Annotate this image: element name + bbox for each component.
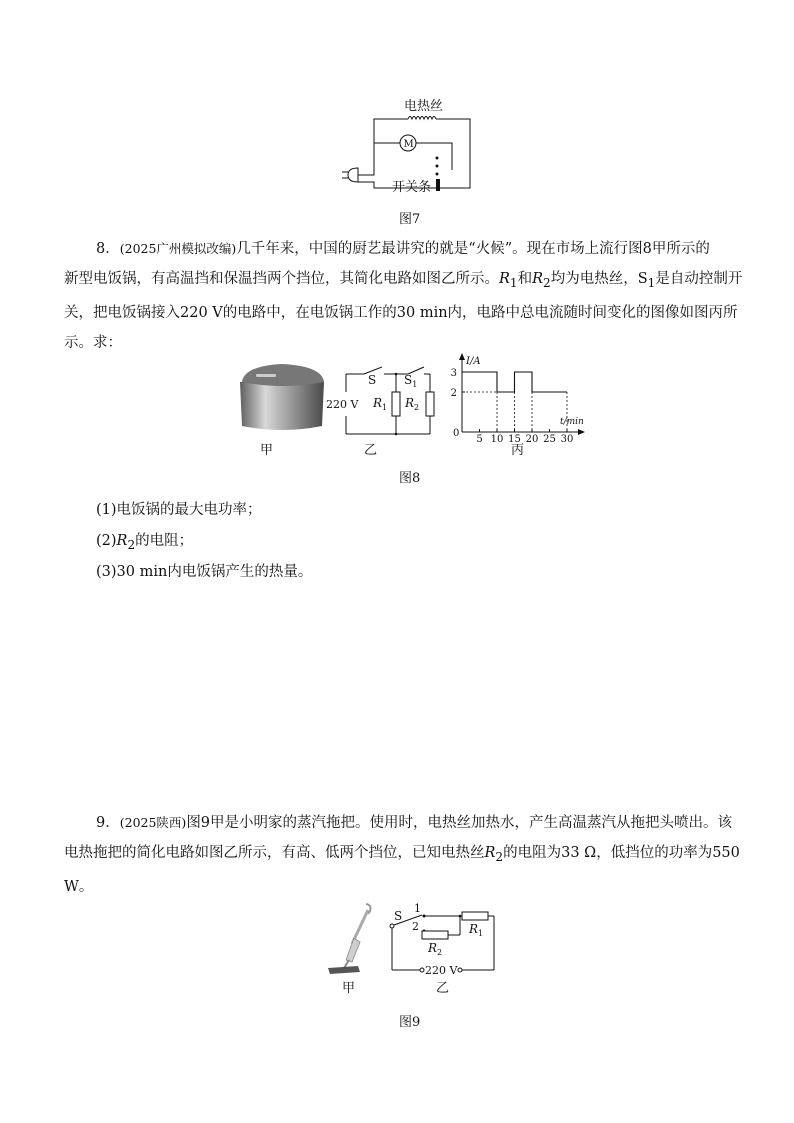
x-axis-label: t/min: [560, 417, 584, 427]
fig9-caption: 图9: [399, 1015, 421, 1030]
var-r2: R: [116, 533, 128, 549]
heater-coil: [408, 117, 436, 120]
r2-label: $R_2$: [428, 941, 443, 957]
switch-s1-label: $S_1$: [404, 373, 418, 389]
y-axis-arrow: [459, 353, 465, 360]
resistor-r1: [392, 392, 400, 416]
q9-source: (2025陕西): [119, 815, 187, 830]
var-r1: R: [499, 271, 510, 287]
x-tick-label: 20: [525, 434, 539, 444]
resistor-r1: [462, 912, 488, 920]
sub: 2: [127, 537, 136, 552]
question-8: [64, 234, 743, 358]
contact-dot: [436, 157, 439, 160]
q8-sub-2: [96, 531, 193, 555]
q9-number: 9．: [96, 815, 120, 831]
contact-dot: [436, 173, 439, 176]
q9-line-2: [64, 838, 740, 872]
q9-text: 电热拖把的简化电路如图乙所示，有高、低两个挡位，已知电热丝: [64, 845, 485, 861]
fig8-label-jia: 甲: [260, 443, 274, 458]
terminal: [420, 968, 424, 972]
r1-label: $R_1$: [469, 922, 484, 938]
var-r2: R: [532, 271, 544, 287]
voltage-label: 220 V: [326, 398, 359, 411]
q9-text: 图9甲是小明家的蒸汽拖把。使用时，电热丝加热水，产生高温蒸汽从拖把头喷出。该: [186, 815, 733, 831]
fig9-label-jia: 甲: [342, 981, 356, 996]
resistor-r2: [422, 931, 448, 939]
fig7-wire-motor-right: [416, 143, 452, 170]
q8-sub-3: (3)30 min内电饭锅产生的热量。: [96, 564, 313, 580]
contact-1-label: 1: [414, 902, 421, 915]
voltage-label: 220 V: [425, 964, 458, 977]
question-9: [64, 808, 740, 902]
fig9-label-yi: 乙: [436, 981, 450, 996]
q8-text: 是自动控制开: [655, 271, 743, 287]
q9-text: 的电阻为33 Ω，低挡位的功率为550: [503, 845, 740, 861]
fig8-label-yi: 乙: [364, 443, 378, 458]
sub: 1: [509, 275, 518, 290]
y-tick-label: 3: [450, 368, 457, 379]
sub: 2: [495, 849, 504, 864]
contact-2-label: 2: [412, 920, 419, 933]
r1-label: $R_1$: [373, 396, 388, 412]
q9-line-3: W。: [64, 878, 94, 895]
resistor-r2: [426, 392, 434, 416]
q8-text: 的电阻；: [135, 533, 194, 549]
motor-label: M: [403, 139, 414, 150]
var-s1: S: [637, 271, 648, 287]
q8-line-1: [96, 234, 736, 264]
x-tick-label: 25: [543, 434, 556, 444]
current-series-line: [462, 372, 567, 392]
q8-source: (2025广州模拟改编): [119, 241, 237, 256]
fig8-label-bing: 丙: [511, 443, 525, 458]
fig7-heater-label: 电热丝: [404, 99, 444, 114]
steam-mop-image: [322, 902, 374, 976]
switch-s-label: S: [394, 909, 403, 923]
contact-dot: [436, 165, 439, 168]
sub: 1: [647, 275, 656, 290]
plug-icon: [348, 168, 358, 182]
rice-cooker-image: [234, 362, 330, 434]
q8-line-3: 关，把电饭锅接入220 V的电路中，在电饭锅工作的30 min内，电路中总电流随时间变化的图像如图丙所: [64, 304, 738, 321]
x-axis-arrow: [578, 429, 585, 435]
q8-line-4: 示。求：: [64, 334, 122, 351]
origin-label: 0: [453, 428, 460, 439]
fig7-wire-plug: [358, 170, 374, 175]
current-time-chart: [440, 352, 590, 444]
q8-number: 8．: [96, 241, 120, 257]
sub: 2: [543, 275, 551, 290]
fig7-wire-right: [436, 119, 470, 188]
q8-text: 和: [517, 271, 533, 287]
x-tick-label: 15: [508, 434, 521, 444]
fig8-circuit: [326, 362, 436, 442]
x-tick-label: 10: [490, 434, 504, 444]
fig9-circuit: [384, 900, 504, 980]
q8-text: 几千年来，中国的厨艺最讲究的就是“火候”。现在市场上流行图8甲所示的: [236, 241, 710, 257]
fig7-switch-label: 开关条: [392, 180, 432, 195]
q8-line-2: [64, 264, 743, 298]
var-r2: R: [484, 845, 496, 861]
y-tick-label: 2: [450, 388, 457, 399]
y-axis-label: I/A: [466, 356, 481, 367]
fig7-caption: 图7: [399, 212, 421, 227]
q8-text: 新型电饭锅，有高温挡和保温挡两个挡位，其简化电路如图乙所示。: [64, 271, 499, 287]
q8-sub-1: (1)电饭锅的最大电功率；: [96, 502, 262, 518]
fig8-caption: 图8: [399, 471, 421, 486]
switch-s-label: S: [368, 373, 377, 387]
q8-text: (2): [96, 533, 117, 549]
switch-strip-icon: [436, 179, 440, 191]
switch-pivot: [390, 924, 394, 928]
x-tick-label: 5: [476, 434, 483, 444]
q8-text: 均为电热丝，: [550, 271, 638, 287]
q9-line-1: [96, 808, 736, 838]
x-tick-label: 30: [560, 434, 574, 444]
r2-label: $R_2$: [405, 396, 420, 412]
terminal: [458, 968, 462, 972]
